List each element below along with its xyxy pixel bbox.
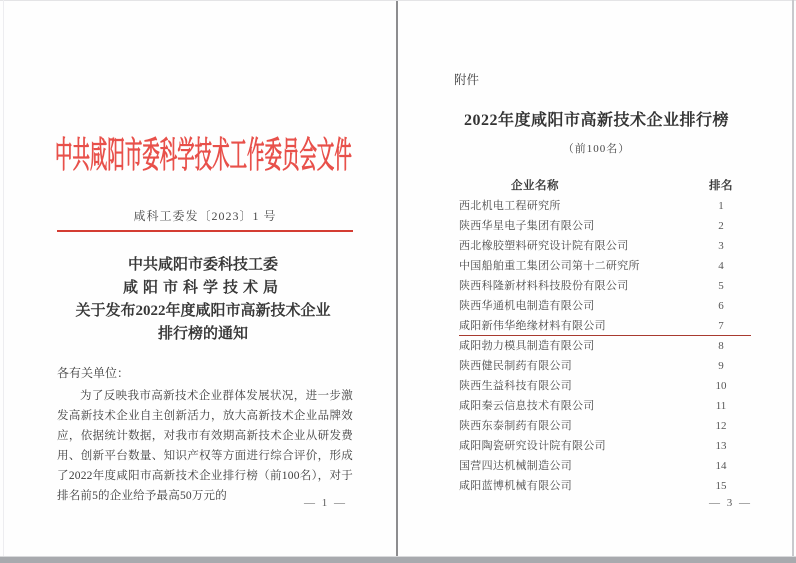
table-row bbox=[459, 196, 751, 216]
table-row bbox=[459, 296, 751, 316]
table-row bbox=[459, 276, 751, 296]
company-name: 陕西华星电子集团有限公司 bbox=[459, 220, 595, 232]
document-number: 咸科工委发〔2023〕1 号 bbox=[133, 209, 277, 223]
company-rank: 2 bbox=[718, 220, 724, 232]
company-rank: 13 bbox=[715, 440, 727, 452]
table-row bbox=[459, 476, 751, 496]
column-header-name: 企业名称 bbox=[511, 180, 559, 192]
table-row bbox=[459, 336, 751, 356]
table-row bbox=[459, 436, 751, 456]
company-name: 中国船舶重工集团公司第十二研究所 bbox=[459, 260, 640, 272]
company-rank: 14 bbox=[715, 460, 727, 472]
attachment-label: 附件 bbox=[454, 73, 480, 87]
company-name: 陕西健民制药有限公司 bbox=[459, 360, 572, 372]
scan-left-edge bbox=[3, 0, 4, 563]
document-masthead bbox=[55, 127, 352, 175]
table-row bbox=[459, 216, 751, 236]
company-name: 咸阳新伟华绝缘材料有限公司 bbox=[459, 320, 606, 332]
company-rank: 9 bbox=[718, 360, 724, 372]
table-row bbox=[459, 356, 751, 376]
scan-top-edge bbox=[0, 0, 796, 1]
company-rank: 8 bbox=[718, 340, 724, 352]
masthead-rule bbox=[57, 230, 353, 232]
table-row bbox=[459, 316, 751, 336]
table-row bbox=[459, 416, 751, 436]
company-rank: 3 bbox=[718, 240, 724, 252]
document-title-line: 关于发布2022年度咸阳市高新技术企业 bbox=[75, 303, 331, 319]
table-row bbox=[459, 396, 751, 416]
company-name: 西北橡胶塑料研究设计院有限公司 bbox=[459, 240, 629, 252]
document-title-line: 咸阳市科学技术局 bbox=[122, 280, 283, 296]
ranking-subtitle: （前100名） bbox=[562, 143, 631, 155]
company-name: 陕西科隆新材料科技股份有限公司 bbox=[459, 280, 629, 292]
table-row bbox=[459, 376, 751, 396]
masthead-title: 中共咸阳市委科学技术工作委员会文件 bbox=[55, 135, 352, 175]
company-rank: 1 bbox=[718, 200, 724, 212]
table-row bbox=[459, 256, 751, 276]
scan-bottom-bar bbox=[0, 557, 796, 563]
company-rank: 4 bbox=[718, 260, 724, 272]
company-name: 陕西东泰制药有限公司 bbox=[459, 420, 572, 432]
scan-right-edge bbox=[792, 0, 794, 556]
page-number: — 1 — bbox=[304, 497, 347, 509]
document-title-line: 中共咸阳市委科技工委 bbox=[127, 257, 278, 273]
company-name: 咸阳蓝博机械有限公司 bbox=[459, 480, 572, 492]
company-rank: 7 bbox=[718, 320, 724, 332]
ranking-title: 2022年度咸阳市高新技术企业排行榜 bbox=[463, 112, 729, 129]
company-name: 西北机电工程研究所 bbox=[459, 200, 561, 212]
company-rank: 15 bbox=[715, 480, 727, 492]
company-rank: 12 bbox=[715, 420, 727, 432]
rank-table bbox=[459, 176, 751, 496]
company-rank: 6 bbox=[718, 300, 724, 312]
rank-table-header bbox=[459, 176, 751, 196]
left-page bbox=[0, 0, 396, 563]
company-name: 陕西生益科技有限公司 bbox=[459, 380, 572, 392]
rank-table-body bbox=[459, 196, 751, 496]
company-rank: 5 bbox=[718, 280, 724, 292]
page-divider bbox=[396, 0, 398, 557]
body-paragraph: 为了反映我市高新技术企业群体发展状况，进一步激发高新技术企业自主创新活力，放大高新技术企业品牌效应，依据统计数据，对我市有效期高新技术企业从研发费用、创新平台数量、知识产权等方面进行综合评价，形成了2022年度咸阳市高新技术企业排行榜（前100名），对于排名前5的企业给予最高50万元的 bbox=[57, 390, 353, 502]
company-name: 咸阳秦云信息技术有限公司 bbox=[459, 400, 595, 412]
company-name: 陕西华通机电制造有限公司 bbox=[459, 300, 595, 312]
salutation: 各有关单位： bbox=[57, 366, 130, 380]
company-name: 咸阳勃力模具制造有限公司 bbox=[459, 340, 595, 352]
document-title-line: 排行榜的通知 bbox=[157, 326, 248, 342]
table-row bbox=[459, 236, 751, 256]
company-name: 国营四达机械制造公司 bbox=[459, 460, 572, 472]
company-name: 咸阳陶瓷研究设计院有限公司 bbox=[459, 440, 606, 452]
right-page bbox=[397, 0, 796, 563]
page-number: — 3 — bbox=[709, 497, 752, 509]
company-rank: 10 bbox=[715, 380, 727, 392]
company-rank: 11 bbox=[715, 400, 727, 412]
table-row bbox=[459, 456, 751, 476]
column-header-rank: 排名 bbox=[709, 180, 733, 192]
document-title bbox=[38, 254, 368, 346]
